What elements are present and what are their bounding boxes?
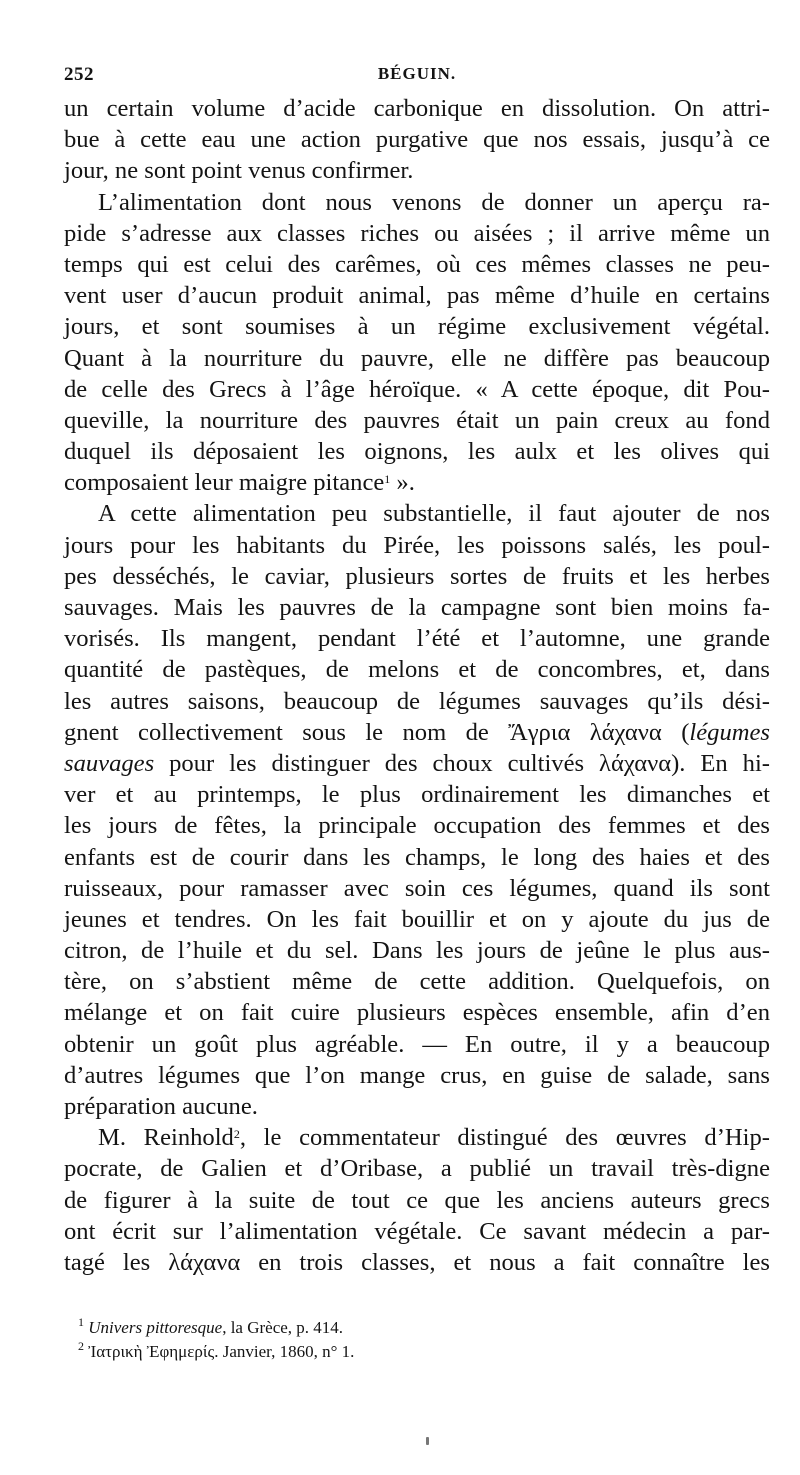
- line-text: pocrate, de Galien et d’Oribase, a publié un travail très-digne: [64, 1155, 770, 1183]
- text-line: [64, 748, 770, 779]
- running-head: BÉGUIN.: [377, 64, 457, 83]
- text-line: [64, 1091, 770, 1122]
- line-text: temps qui est celui des carêmes, où ces mêmes classes ne peu-: [64, 250, 770, 278]
- line-text: ruisseaux, pour ramasser avec soin ces légumes, quand ils sont: [64, 874, 770, 902]
- text-line: [64, 561, 770, 592]
- footnote: [64, 1340, 770, 1364]
- line-text: mélange et on fait cuire plusieurs espèces ensemble, afin d’en: [64, 999, 770, 1027]
- footnote-number: 1: [78, 1314, 84, 1329]
- text-line: [64, 467, 770, 498]
- text-line: [64, 124, 770, 155]
- line-text: gnent collectivement sous le nom de Ἄγρια λάχανα (: [64, 718, 690, 746]
- footnotes: [64, 1316, 770, 1364]
- line-text: queville, la nourriture des pauvres était un pain creux au fond: [64, 406, 770, 434]
- footnote-ref: 2: [233, 1127, 240, 1141]
- line-text: vent user d’aucun produit animal, pas même d’huile en certains: [64, 282, 770, 310]
- line-text: bue à cette eau une action purgative que nos essais, jusqu’à ce: [64, 126, 770, 154]
- text-line: [64, 311, 770, 342]
- line-text: quantité de pastèques, de melons et de concombres, et, dans: [64, 656, 770, 684]
- line-text: L’alimentation dont nous venons de donner un aperçu ra-: [98, 188, 770, 216]
- line-text: M. Reinhold: [98, 1124, 234, 1152]
- text-line: [64, 405, 770, 436]
- text-line: [64, 155, 770, 186]
- line-text: préparation aucune.: [64, 1093, 258, 1120]
- line-text: ver et au printemps, le plus ordinairement les dimanches et: [64, 781, 770, 809]
- line-text: tère, on s’abstient même de cette addition. Quelquefois, on: [64, 968, 770, 996]
- body-text: [64, 93, 770, 1278]
- page-number: 252: [64, 64, 94, 85]
- line-text: les jours de fêtes, la principale occupation des femmes et des: [64, 812, 770, 840]
- text-line: [64, 1153, 770, 1184]
- text-line: [64, 498, 770, 529]
- italic-text: sauvages: [64, 749, 155, 777]
- text-line: [64, 966, 770, 997]
- text-line: [64, 280, 770, 311]
- line-text: jeunes et tendres. On les fait bouillir et on y ajoute du jus de: [64, 905, 770, 933]
- footnote-number: 2: [78, 1338, 84, 1353]
- line-text: citron, de l’huile et du sel. Dans les jours de jeûne le plus aus-: [64, 937, 770, 965]
- line-text: d’autres légumes que l’on mange crus, en guise de salade, sans: [64, 1061, 770, 1089]
- line-text: les autres saisons, beaucoup de légumes sauvages qu’ils dési-: [64, 687, 770, 715]
- text-line: [64, 904, 770, 935]
- text-line: [64, 530, 770, 561]
- text-line: [64, 1122, 770, 1153]
- line-text: composaient leur maigre pitance: [64, 469, 385, 497]
- text-line: [64, 810, 770, 841]
- text-line: [64, 1247, 770, 1278]
- text-line: [64, 686, 770, 717]
- text-line: [64, 1060, 770, 1091]
- text-line: [64, 779, 770, 810]
- line-text: de figurer à la suite de tout ce que les anciens auteurs grecs: [64, 1186, 770, 1214]
- text-line: [64, 187, 770, 218]
- line-text: jour, ne sont point venus confirmer.: [64, 157, 414, 185]
- text-line: [64, 343, 770, 374]
- footnote-ref: 1: [384, 472, 391, 487]
- text-line: [64, 997, 770, 1028]
- line-text: vorisés. Ils mangent, pendant l’été et l’automne, une grande: [64, 625, 770, 653]
- line-text: ont écrit sur l’alimentation végétale. Ce savant médecin a par-: [64, 1217, 770, 1245]
- line-text: pour les distinguer des choux cultivés λάχανα). En hi-: [154, 749, 770, 777]
- line-text: duquel ils déposaient les oignons, les aulx et les olives qui: [64, 438, 770, 466]
- text-line: [64, 249, 770, 280]
- text-line: [64, 654, 770, 685]
- text-line: [64, 1029, 770, 1060]
- line-text: obtenir un goût plus agréable. — En outre, il y a beaucoup: [64, 1030, 770, 1058]
- text-line: [64, 436, 770, 467]
- text-line: [64, 623, 770, 654]
- footnote: [64, 1316, 770, 1340]
- footnote-text: Ἰατρικὴ Ἐφημερίς. Janvier, 1860, n° 1.: [88, 1342, 355, 1361]
- line-text: Quant à la nourriture du pauvre, elle ne diffère pas beaucoup: [64, 344, 770, 372]
- line-text: de celle des Grecs à l’âge héroïque. « A cette époque, dit Pou-: [64, 375, 770, 403]
- text-line: [64, 935, 770, 966]
- line-text: , le commentateur distingué des œuvres d’Hip-: [239, 1124, 770, 1152]
- footnote-title: Univers pittoresque: [88, 1318, 223, 1337]
- line-text: jours, et sont soumises à un régime exclusivement végétal.: [64, 313, 770, 341]
- text-line: [64, 374, 770, 405]
- line-text: enfants est de courir dans les champs, le long des haies et des: [64, 843, 770, 871]
- line-text: jours pour les habitants du Pirée, les poissons salés, les poul-: [64, 531, 770, 559]
- ink-speck: [426, 1437, 429, 1445]
- text-line: [64, 1216, 770, 1247]
- line-text: A cette alimentation peu substantielle, il faut ajouter de nos: [98, 500, 770, 528]
- line-text: ».: [390, 469, 415, 497]
- text-line: [64, 873, 770, 904]
- text-line: [64, 842, 770, 873]
- text-line: [64, 93, 770, 124]
- line-text: sauvages. Mais les pauvres de la campagne sont bien moins fa-: [64, 594, 770, 621]
- line-text: tagé les λάχανα en trois classes, et nous a fait connaître les: [64, 1248, 770, 1276]
- line-text: un certain volume d’acide carbonique en dissolution. On attri-: [64, 95, 770, 122]
- italic-text: légumes: [689, 718, 770, 746]
- text-line: [64, 1185, 770, 1216]
- text-line: [64, 592, 770, 623]
- text-line: [64, 218, 770, 249]
- text-line: [64, 717, 770, 748]
- line-text: pide s’adresse aux classes riches ou aisées ; il arrive même un: [64, 219, 770, 247]
- line-text: pes desséchés, le caviar, plusieurs sortes de fruits et les herbes: [64, 562, 770, 590]
- page-header: [64, 64, 770, 88]
- footnote-text: , la Grèce, p. 414.: [222, 1318, 344, 1337]
